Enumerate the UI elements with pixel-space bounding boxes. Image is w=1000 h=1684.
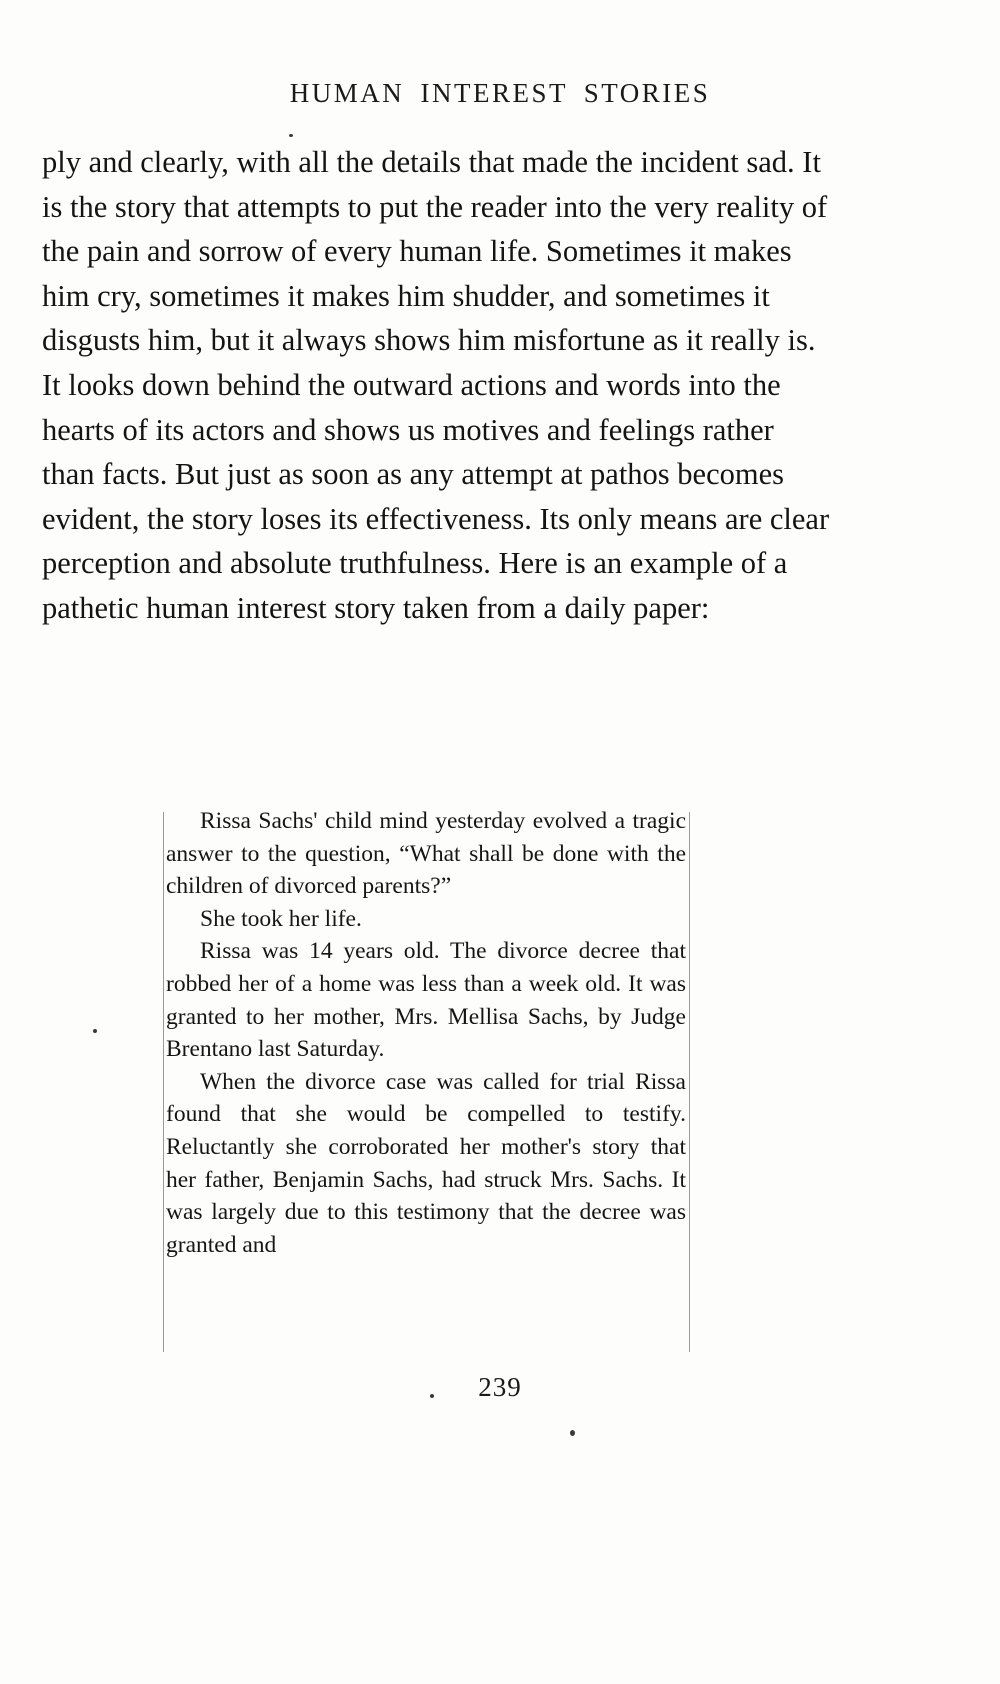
body-text-block [42,140,830,631]
excerpt-paragraph: Rissa Sachs' child mind yesterday evolved a tragic answer to the question, “What shall be done with the children of divorced parents?” [166,808,686,900]
body-paragraph: ply and clearly, with all the details that made the incident sad. It is the story that attempts to put the reader into the very reality of the pain and sorrow of every human life. Sometimes it makes him cry, sometimes it makes him shudder, and sometimes it disgusts him, but it always shows him misfortune as it really is. It looks down behind the outward actions and words into the hearts of its actors and shows us motives and feelings rather than facts. But just as soon as any attempt at pathos becomes evident, the story loses its effectiveness. Its only means are clear perception and absolute truthfulness. Here is an example of a pathetic human interest story taken from a daily paper: [42,145,830,625]
ink-speck [93,1029,97,1033]
quote-column-rule-right [689,812,690,1352]
newspaper-excerpt [166,805,686,1261]
excerpt-paragraph: She took her life. [200,905,362,932]
page-number: 239 [478,1372,522,1402]
excerpt-paragraph: When the divorce case was called for trial Rissa found that she would be compelled to testify. Reluctantly she corroborated her mother's story that her father, Benjamin Sachs, had struck Mrs. Sachs. It was largely due to this testimony that the decree was granted and [166,1068,686,1258]
ink-speck [289,134,293,137]
ink-speck [430,1394,434,1398]
quote-column-rule-left [163,812,164,1352]
page-running-head: HUMAN INTEREST STORIES [289,78,711,108]
ink-speck [570,1430,575,1436]
excerpt-paragraph: Rissa was 14 years old. The divorce decree that robbed her of a home was less than a week old. It was granted to her mother, Mrs. Mellisa Sachs, by Judge Brentano last Saturday. [166,938,686,1063]
